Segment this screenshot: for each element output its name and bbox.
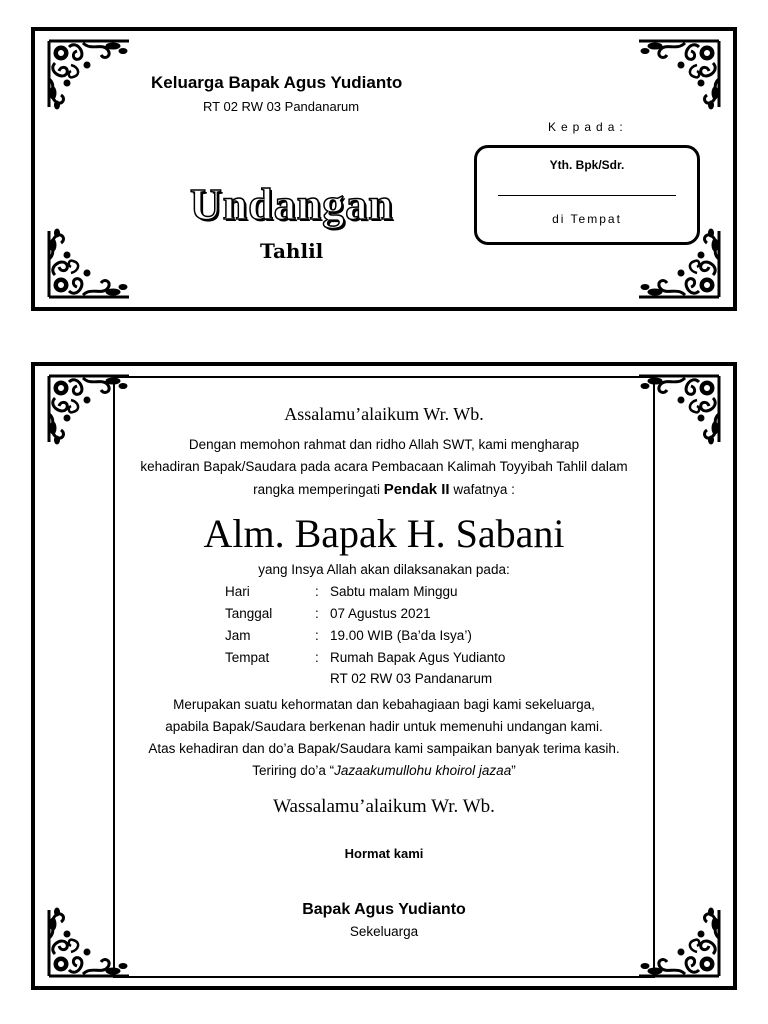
sender-name: Keluarga Bapak Agus Yudianto: [151, 73, 403, 92]
detail-value: Rumah Bapak Agus Yudianto: [330, 650, 506, 665]
detail-colon: :: [315, 628, 319, 643]
prayer-text: Jazaakumullohu khoirol jazaa: [334, 763, 512, 778]
recipient-line: [498, 195, 676, 196]
corner-ornament-icon: [43, 37, 135, 113]
closing-text: Teriring do’a “: [252, 763, 335, 778]
detail-colon: :: [315, 650, 319, 665]
corner-ornament-icon: [633, 37, 725, 113]
invitation-title-wrap: [190, 179, 394, 230]
envelope-card: [31, 27, 737, 311]
detail-label: Tempat: [225, 650, 270, 665]
invitation-subtitle: Tahlil: [260, 239, 324, 263]
detail-value: 19.00 WIB (Ba’da Isya’): [330, 628, 472, 643]
detail-value: RT 02 RW 03 Pandanarum: [330, 671, 493, 686]
opening-line: kehadiran Bapak/Saudara pada acara Pembacaan Kalimah Toyyibah Tahlil dalam: [140, 459, 628, 474]
detail-label: Jam: [225, 628, 251, 643]
detail-label: Tanggal: [225, 606, 273, 621]
opening-line: Dengan memohon rahmat dan ridho Allah SWT, kami mengharap: [188, 437, 580, 452]
schedule-intro: yang Insya Allah akan dilaksanakan pada:: [258, 562, 510, 577]
recipient-label: Yth. Bpk/Sdr.: [549, 158, 625, 172]
closing-line: Merupakan suatu kehormatan dan kebahagiaan bagi kami sekeluarga,: [173, 697, 595, 712]
event-name: Pendak II: [383, 481, 450, 498]
deceased-name: Alm. Bapak H. Sabani: [203, 511, 565, 556]
closing-line: Atas kehadiran dan do’a Bapak/Saudara kami sampaikan banyak terima kasih.: [148, 741, 620, 756]
detail-colon: :: [315, 606, 319, 621]
closing-line: apabila Bapak/Saudara berkenan hadir untuk memenuhi undangan kami.: [165, 719, 603, 734]
sender-address: RT 02 RW 03 Pandanarum: [203, 99, 360, 114]
to-label: Kepada:: [548, 120, 628, 134]
corner-ornament-icon: [43, 225, 135, 301]
recipient-box: [474, 145, 700, 245]
detail-value: 07 Agustus 2021: [330, 606, 431, 621]
opening-line: [35, 481, 733, 498]
signer-name: Bapak Agus Yudianto: [302, 901, 466, 918]
closing-line: [35, 763, 733, 778]
detail-value: Sabtu malam Minggu: [330, 584, 458, 599]
invitation-title: Undangan: [190, 180, 394, 229]
recipient-place: di Tempat: [552, 212, 622, 226]
farewell: Wassalamu’alaikum Wr. Wb.: [273, 796, 495, 817]
closing-text: ”: [511, 763, 516, 778]
regards: Hormat kami: [344, 846, 424, 861]
detail-label: Hari: [225, 584, 250, 599]
opening-text: rangka memperingati: [253, 482, 384, 497]
signer-subtitle: Sekeluarga: [349, 924, 419, 939]
greeting: Assalamu’alaikum Wr. Wb.: [284, 404, 484, 424]
opening-text: wafatnya :: [449, 482, 515, 497]
detail-colon: :: [315, 584, 319, 599]
letter-card: [31, 362, 737, 990]
